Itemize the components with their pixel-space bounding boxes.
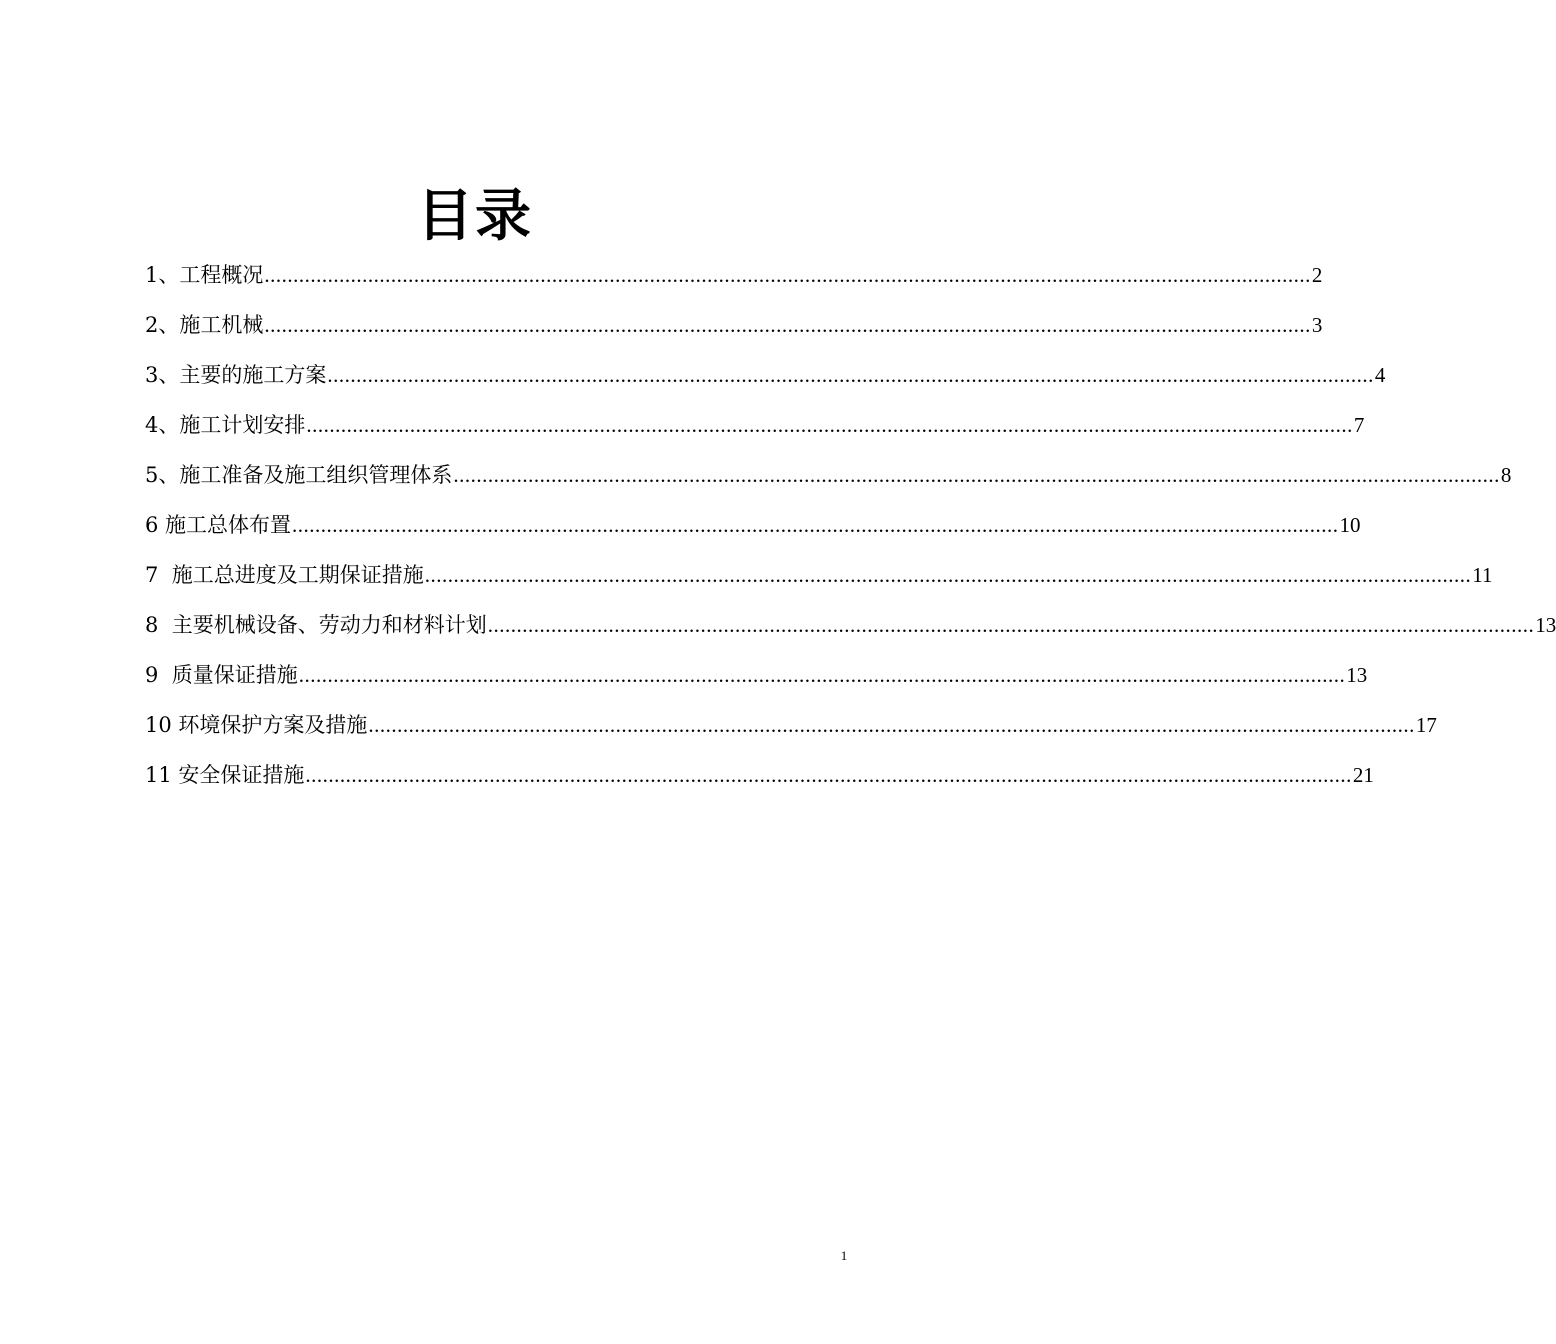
toc-dot-leader: ...................................................................................................................................................................................... [424,563,1472,587]
toc-entry-page: 10 [1339,513,1361,537]
toc-entry-5[interactable] [145,455,1512,505]
toc-entry-page: 4 [1374,363,1386,387]
toc-dot-leader: ...................................................................................................................................................................................... [327,363,1374,387]
toc-entry-page: 8 [1500,463,1512,487]
toc-entry-page: 21 [1352,763,1374,787]
toc-entry-7[interactable] [145,555,1493,605]
toc-entry-9[interactable] [145,655,1368,705]
toc-dot-leader: ...................................................................................................................................................................................... [298,663,1346,687]
toc-entry-4[interactable] [145,405,1365,455]
toc-entry-label: 1、工程概况 [145,263,264,287]
toc-entry-label: 5、施工准备及施工组织管理体系 [145,463,453,487]
toc-entry-label: 2、施工机械 [145,313,264,337]
toc-dot-leader: ...................................................................................................................................................................................... [368,713,1415,737]
toc-entry-page: 13 [1535,613,1556,637]
toc-dot-leader: ...................................................................................................................................................................................... [264,263,1311,287]
toc-dot-leader: ...................................................................................................................................................................................... [487,613,1535,637]
table-of-contents [145,255,1556,805]
page-number: 1 [840,1248,848,1263]
toc-entry-page: 17 [1415,713,1437,737]
toc-entry-label: 7 施工总进度及工期保证措施 [145,563,424,587]
toc-entry-label: 4、施工计划安排 [145,413,306,437]
toc-entry-3[interactable] [145,355,1386,405]
toc-entry-2[interactable] [145,305,1323,355]
toc-entry-1[interactable] [145,255,1323,305]
toc-dot-leader: ...................................................................................................................................................................................... [305,763,1352,787]
toc-entry-label: 11 安全保证措施 [145,763,305,787]
toc-entry-6[interactable] [145,505,1361,555]
toc-dot-leader: ...................................................................................................................................................................................... [264,313,1311,337]
toc-dot-leader: ...................................................................................................................................................................................... [453,463,1500,487]
toc-entry-label: 6 施工总体布置 [145,513,292,537]
page-title: 目录 [417,183,533,249]
toc-entry-page: 11 [1472,563,1493,587]
toc-entry-10[interactable] [145,705,1437,755]
toc-entry-label: 10 环境保护方案及措施 [145,713,368,737]
toc-dot-leader: ...................................................................................................................................................................................... [292,513,1339,537]
toc-entry-11[interactable] [145,755,1374,805]
toc-entry-8[interactable] [145,605,1556,655]
toc-entry-label: 8 主要机械设备、劳动力和材料计划 [145,613,487,637]
toc-entry-page: 7 [1353,413,1365,437]
toc-dot-leader: ...................................................................................................................................................................................... [306,413,1353,437]
toc-entry-label: 3、主要的施工方案 [145,363,327,387]
toc-entry-page: 2 [1311,263,1323,287]
toc-entry-label: 9 质量保证措施 [145,663,298,687]
toc-entry-page: 3 [1311,313,1323,337]
toc-entry-page: 13 [1346,663,1368,687]
